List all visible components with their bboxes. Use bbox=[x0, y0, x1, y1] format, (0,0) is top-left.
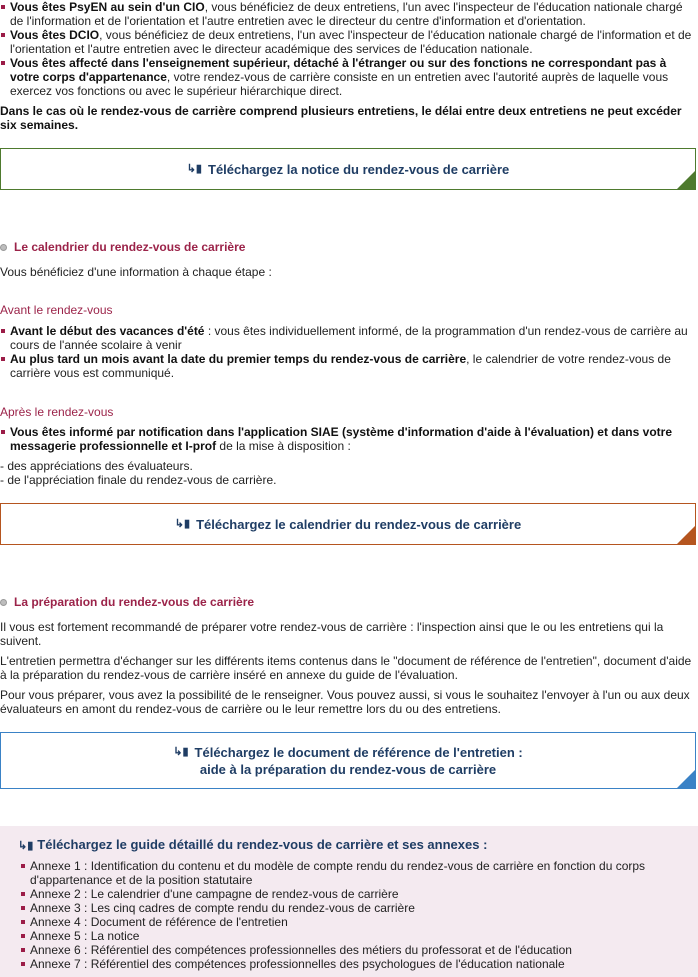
annex-link[interactable]: Annexe 1 : Identification du contenu et du modèle de compte rendu du rendez-vous de carrière en fonction du corps d'appartenance et de la position statutaire bbox=[20, 859, 680, 887]
corner-fold-icon bbox=[676, 525, 696, 545]
download-calendar-button[interactable]: ↳▮ Téléchargez le calendrier du rendez-vous de carrière bbox=[0, 503, 696, 545]
top-bullet-list bbox=[0, 0, 692, 98]
bullet-icon bbox=[21, 892, 25, 896]
delay-note: Dans le cas où le rendez-vous de carrière comprend plusieurs entretiens, le délai entre deux entretiens ne peut excéder six semaines. bbox=[0, 104, 682, 132]
download-arrow-icon: ↳▮ bbox=[18, 840, 34, 852]
guide-annexes-panel bbox=[0, 826, 698, 977]
bullet-icon bbox=[1, 430, 5, 434]
calendar-section-title: Le calendrier du rendez-vous de carrière bbox=[0, 240, 245, 254]
bullet-icon bbox=[21, 962, 25, 966]
preparation-paragraph: L'entretien permettra d'échanger sur les différents items contenus dans le "document de référence de l'entretien", document d'aide à la préparation du rendez-vous de carrière inséré en annexe du guide de l'évaluation. bbox=[0, 654, 692, 682]
list-item: Avant le début des vacances d'été : vous êtes individuellement informé, de la programmation d'un rendez-vous de carrière au cours de l'année scolaire à venir bbox=[0, 324, 692, 352]
calendar-intro: Vous bénéficiez d'une information à chaque étape : bbox=[0, 265, 272, 279]
after-list bbox=[0, 425, 692, 453]
download-guide-link[interactable]: ↳▮ Téléchargez le guide détaillé du rendez-vous de carrière et ses annexes : bbox=[18, 837, 488, 852]
before-list bbox=[0, 324, 692, 380]
bullet-icon bbox=[21, 934, 25, 938]
download-notice-button[interactable]: ↳▮ Téléchargez la notice du rendez-vous de carrière bbox=[0, 148, 696, 190]
download-arrow-icon: ↳▮ bbox=[186, 162, 202, 175]
annex-link[interactable]: Annexe 5 : La notice bbox=[20, 929, 680, 943]
download-arrow-icon: ↳▮ bbox=[174, 517, 191, 530]
bullet-icon bbox=[21, 920, 25, 924]
list-item: Au plus tard un mois avant la date du premier temps du rendez-vous de carrière, le calendrier de votre rendez-vous de carrière vous est communiqué. bbox=[0, 352, 692, 380]
list-item: Vous êtes DCIO, vous bénéficiez de deux entretiens, l'un avec l'inspecteur de l'éducation nationale chargé de l'information et de l'orientation et l'autre entretien avec le directeur académique des services de l'éducation nationale. bbox=[0, 28, 692, 56]
annexes-list bbox=[20, 859, 680, 971]
corner-fold-icon bbox=[676, 769, 696, 789]
bullet-icon bbox=[1, 357, 5, 361]
after-title: Après le rendez-vous bbox=[0, 405, 114, 419]
list-item: Vous êtes PsyEN au sein d'un CIO, vous bénéficiez de deux entretiens, l'un avec l'inspecteur de l'éducation nationale chargé de l'information et de l'orientation et l'autre entretien avec le directeur du centre d'information et d'orientation. bbox=[0, 0, 692, 28]
list-item: Vous êtes affecté dans l'enseignement supérieur, détaché à l'étranger ou sur des fonctions ne correspondant pas à votre corps d'appartenance, votre rendez-vous de carrière consiste en un entretien avec l'autorité auprès de laquelle vous exercez vos fonctions ou avec le supérieur hiérarchique direct. bbox=[0, 56, 692, 98]
preparation-paragraph: Il vous est fortement recommandé de préparer votre rendez-vous de carrière : l'inspection ainsi que le ou les entretiens qui la suivent. bbox=[0, 620, 664, 648]
after-line: - des appréciations des évaluateurs. bbox=[0, 459, 193, 473]
circle-bullet-icon bbox=[0, 244, 7, 251]
circle-bullet-icon bbox=[0, 599, 7, 606]
before-title: Avant le rendez-vous bbox=[0, 303, 113, 317]
download-arrow-icon: ↳▮ bbox=[173, 745, 189, 758]
bullet-icon bbox=[1, 61, 5, 65]
bullet-icon bbox=[1, 5, 5, 9]
annex-link[interactable]: Annexe 6 : Référentiel des compétences professionnelles des métiers du professorat et de l'éducation bbox=[20, 943, 680, 957]
download-reference-document-button[interactable]: ↳▮ Téléchargez le document de référence de l'entretien : aide à la préparation du rendez-vous de carrière bbox=[0, 732, 696, 789]
bullet-icon bbox=[21, 864, 25, 868]
bullet-icon bbox=[21, 906, 25, 910]
annex-link[interactable]: Annexe 3 : Les cinq cadres de compte rendu du rendez-vous de carrière bbox=[20, 901, 680, 915]
bullet-icon bbox=[21, 948, 25, 952]
preparation-section-title: La préparation du rendez-vous de carrière bbox=[0, 595, 254, 609]
bullet-icon bbox=[1, 329, 5, 333]
corner-fold-icon bbox=[676, 170, 696, 190]
after-line: - de l'appréciation finale du rendez-vous de carrière. bbox=[0, 473, 277, 487]
annex-link[interactable]: Annexe 4 : Document de référence de l'entretien bbox=[20, 915, 680, 929]
annex-link[interactable]: Annexe 7 : Référentiel des compétences professionnelles des psychologues de l'éducation nationale bbox=[20, 957, 680, 971]
annex-link[interactable]: Annexe 2 : Le calendrier d'une campagne de rendez-vous de carrière bbox=[20, 887, 680, 901]
bullet-icon bbox=[1, 33, 5, 37]
list-item: Vous êtes informé par notification dans l'application SIAE (système d'information d'aide à l'évaluation) et dans votre messagerie professionnelle et I-prof de la mise à disposition : bbox=[0, 425, 692, 453]
preparation-paragraph: Pour vous préparer, vous avez la possibilité de le renseigner. Vous pouvez aussi, si vous le souhaitez l'envoyer à l'un ou aux deux évaluateurs en amont du rendez-vous de carrière ou le leur remettre lors du ou des entretiens. bbox=[0, 688, 690, 716]
